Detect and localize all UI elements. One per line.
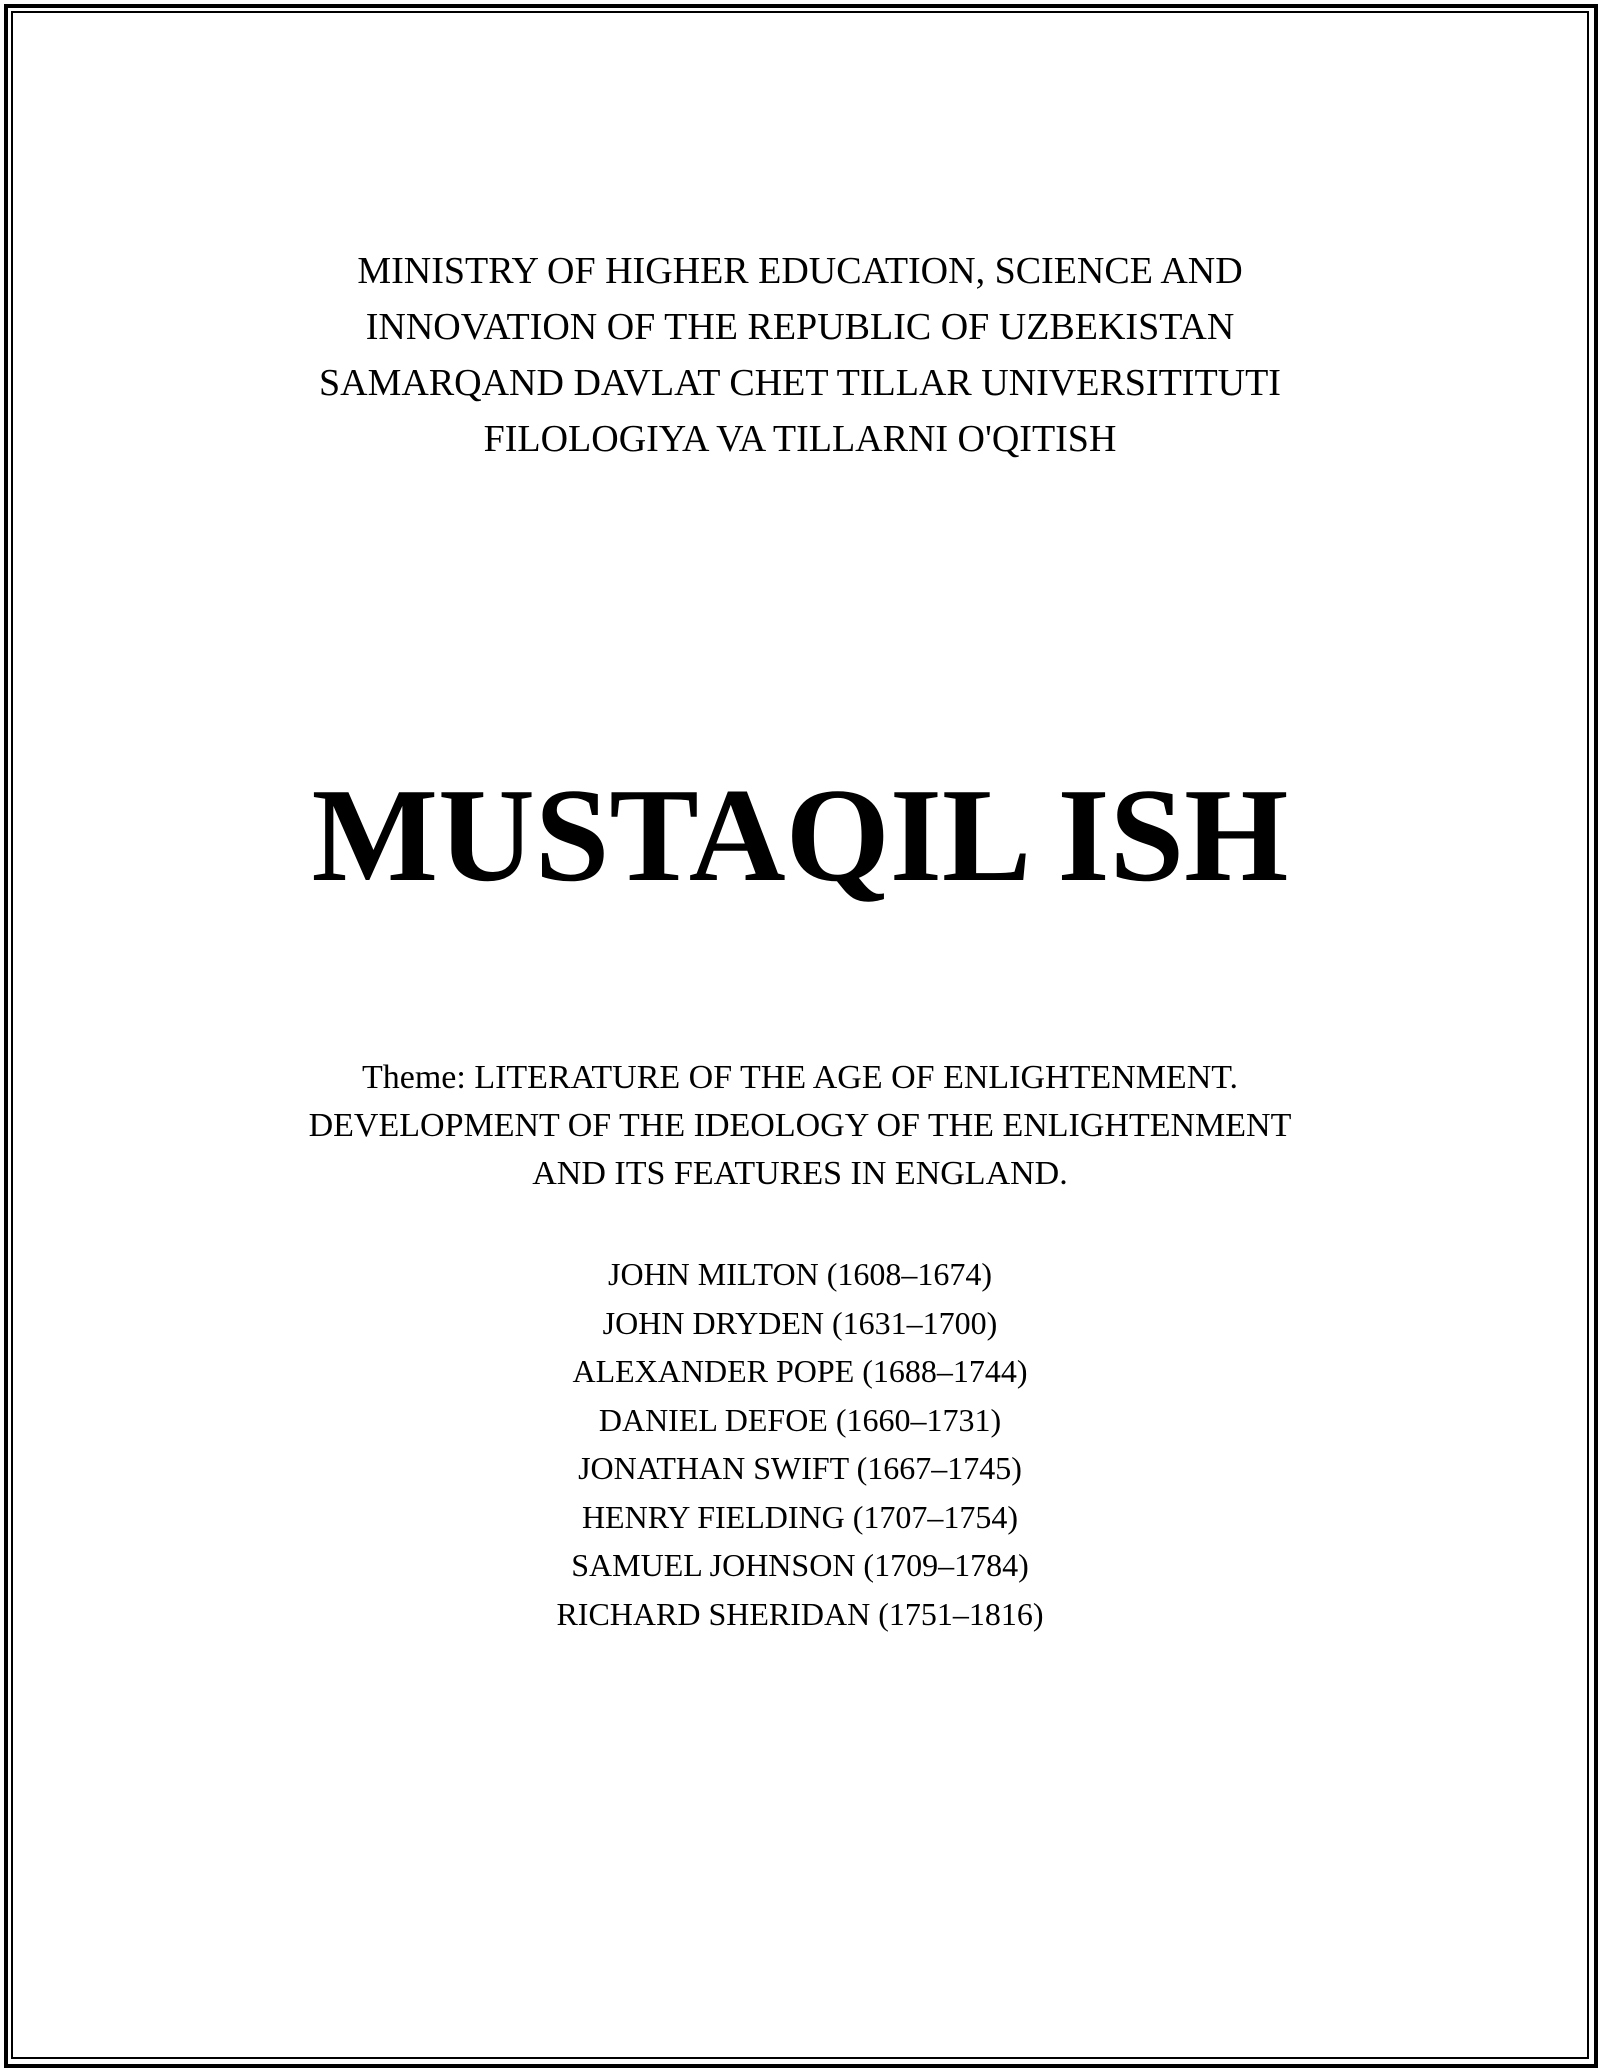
ministry-line-2: INNOVATION OF THE REPUBLIC OF UZBEKISTAN: [365, 306, 1235, 348]
author-item: RICHARD SHERIDAN (1751–1816): [556, 1595, 1044, 1632]
author-item: JOHN DRYDEN (1631–1700): [602, 1304, 998, 1341]
theme-block: [0, 1054, 1600, 1198]
theme-line-3: AND ITS FEATURES IN ENGLAND.: [532, 1155, 1068, 1192]
document-title: MUSTAQIL ISH: [311, 761, 1289, 909]
author-item: JONATHAN SWIFT (1667–1745): [578, 1450, 1022, 1486]
theme-line-2: DEVELOPMENT OF THE IDEOLOGY OF THE ENLIGHTENMENT: [308, 1107, 1292, 1144]
faculty-line: FILOLOGIYA VA TILLARNI O'QITISH: [483, 418, 1117, 460]
author-item: ALEXANDER POPE (1688–1744): [572, 1353, 1028, 1389]
theme-line-1: Theme: LITERATURE OF THE AGE OF ENLIGHTENMENT.: [361, 1059, 1238, 1096]
author-item: DANIEL DEFOE (1660–1731): [598, 1401, 1002, 1438]
author-item: JOHN MILTON (1608–1674): [608, 1256, 992, 1292]
university-line: SAMARQAND DAVLAT CHET TILLAR UNIVERSITITUTI: [319, 362, 1281, 404]
institution-header: [0, 243, 1600, 467]
authors-list: [0, 1250, 1600, 1638]
author-item: HENRY FIELDING (1707–1754): [581, 1498, 1019, 1535]
ministry-line-1: MINISTRY OF HIGHER EDUCATION, SCIENCE AND: [357, 250, 1243, 292]
author-item: SAMUEL JOHNSON (1709–1784): [571, 1547, 1029, 1583]
